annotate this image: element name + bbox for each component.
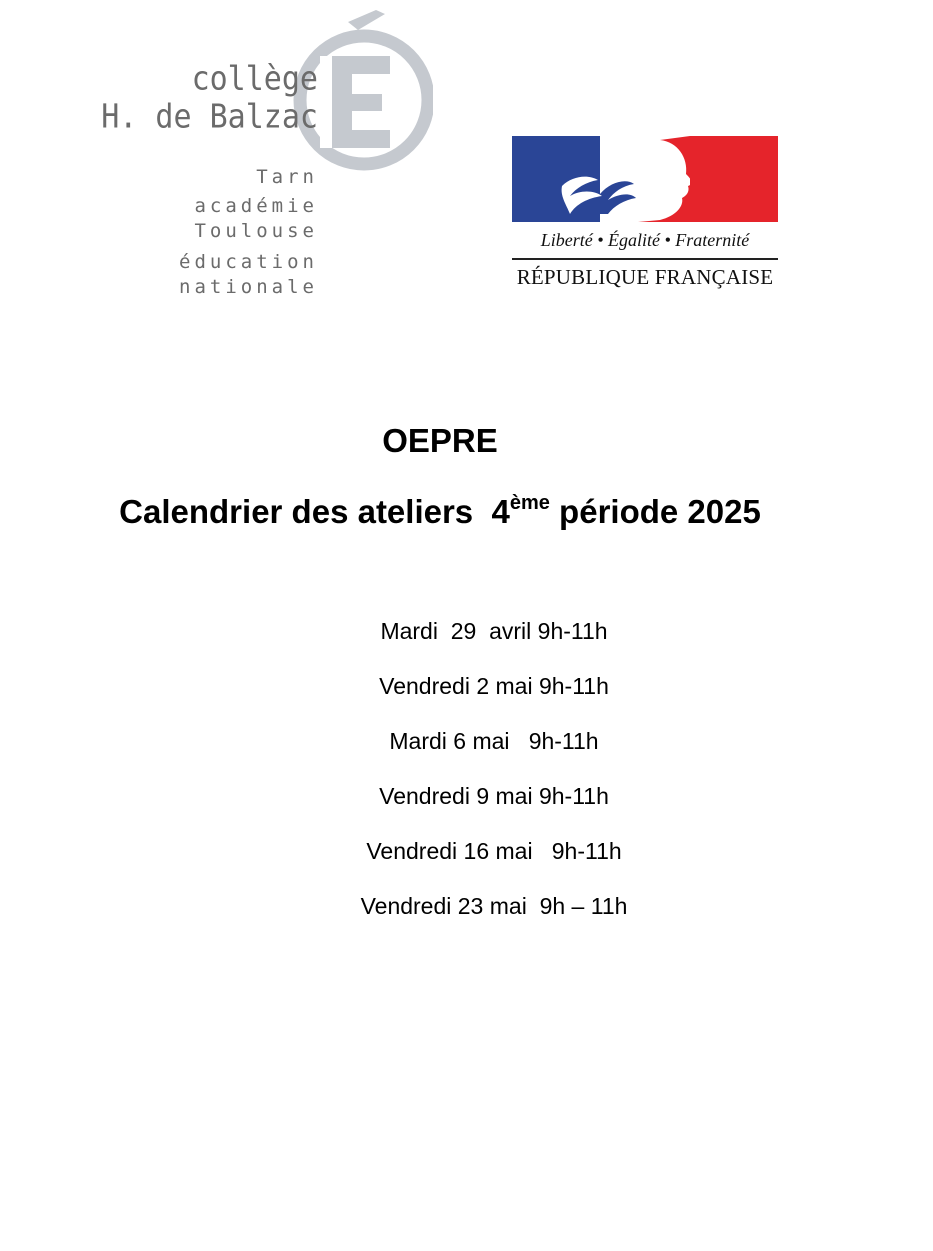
schedule-item: Mardi 29 avril 9h-11h	[380, 618, 608, 644]
republique-name: RÉPUBLIQUE FRANÇAISE	[516, 265, 774, 289]
schedule-item: Vendredi 9 mai 9h-11h	[379, 783, 609, 809]
college-department: Tarn	[256, 166, 318, 188]
college-name-line2: H. de Balzac	[101, 98, 318, 137]
schedule-item: Mardi 6 mai 9h-11h	[389, 728, 599, 754]
college-academie: académie	[194, 195, 318, 217]
marianne-flag-icon	[510, 134, 780, 226]
subtitle-superscript: ème	[509, 492, 550, 514]
document-title: OEPRE	[382, 422, 498, 459]
college-nationale: nationale	[179, 276, 318, 298]
document-subtitle	[0, 493, 880, 531]
schedule-item: Vendredi 23 mai 9h – 11h	[360, 893, 628, 919]
subtitle-part-1: Calendrier des ateliers 4	[119, 493, 510, 530]
republique-divider	[512, 258, 778, 260]
college-education: éducation	[179, 251, 318, 273]
subtitle-part-2: période 2025	[549, 493, 761, 530]
schedule-item: Vendredi 16 mai 9h-11h	[366, 838, 622, 864]
college-logo	[101, 8, 433, 298]
schedule-item: Vendredi 2 mai 9h-11h	[379, 673, 609, 699]
workshop-schedule	[0, 616, 933, 946]
college-name-line1: collège	[191, 60, 318, 99]
college-city: Toulouse	[194, 220, 318, 242]
republique-motto: Liberté • Égalité • Fraternité	[540, 230, 750, 250]
republique-francaise-logo	[510, 134, 780, 294]
